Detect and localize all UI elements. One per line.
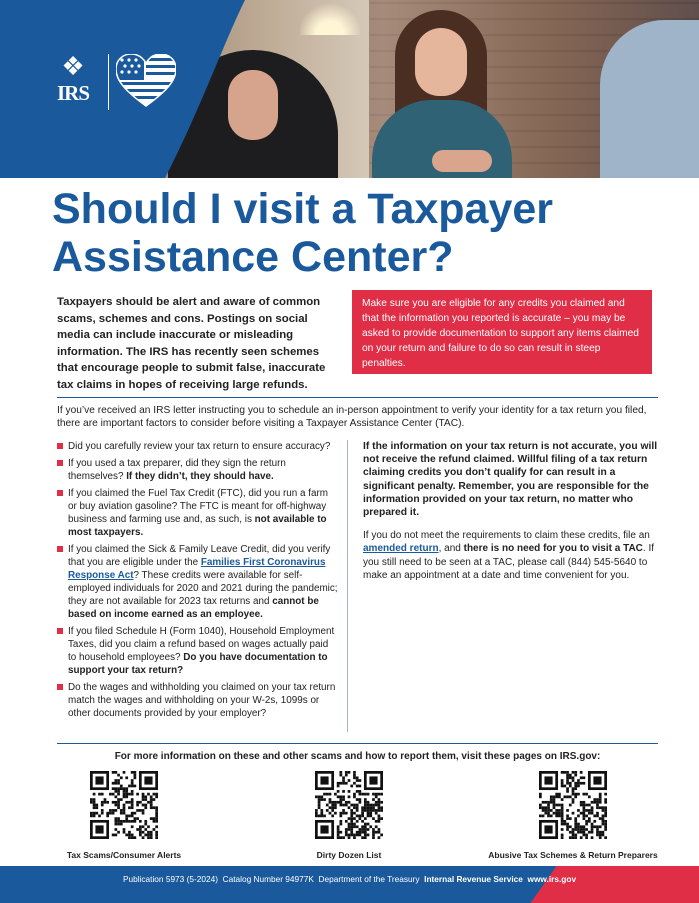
amend-paragraph: If you do not meet the requirements to claim these credits, file an amended return, and there is no need for you to visit a TAC. If you still need to be seen at a TAC, please call (844) 545-5640 to make an appointment at a date and time convenient for you. — [363, 530, 655, 581]
question-list — [57, 440, 339, 724]
qr-label-dirty-dozen: Dirty Dozen List — [316, 850, 382, 860]
bullet-icon — [57, 443, 63, 449]
irs-logo — [48, 50, 188, 120]
eligibility-alert: Make sure you are eligible for any credits you claimed and that the information you reported is accurate – you may be asked to provide documentation to support any items claimed on your return and failure to do so can result in steep penalties. — [352, 290, 652, 374]
footer-bar — [0, 866, 699, 903]
accuracy-warning: If the information on your tax return is not accurate, you will not receive the refund claimed. Willful filing of a tax return claiming credits you don’t qualify for can result in a significant penalty. Remember, you are responsible for the information provided on your tax return, no matter who prepared it. — [363, 441, 658, 519]
families-first-link[interactable]: Families First Coronavirus Response Act — [68, 557, 326, 581]
qr-label-abusive-schemes: Abusive Tax Schemes & Return Preparers — [488, 850, 658, 860]
list-item: If you claimed the Fuel Tax Credit (FTC), did you run a farm or buy aviation gasoline? The FTC is meant for off-highway business and farming use and, as such, is not available to most taxpayers. — [57, 487, 339, 539]
logo-text: IRS — [56, 81, 90, 105]
header-banner — [0, 0, 699, 178]
website-link[interactable]: www.irs.gov — [527, 874, 577, 884]
footer-text: Publication 5973 (5-2024) Catalog Number 94977K Department of the Treasury Internal Revenue Service www.irs.gov — [122, 874, 577, 884]
right-column — [363, 440, 659, 582]
qr-code-dirty-dozen[interactable] — [315, 771, 383, 839]
intro-text: Taxpayers should be alert and aware of common scams, schemes and cons. Postings on social media can include inaccurate or misleading information. The IRS has recently seen schemes that encourage people to submit false, inaccurate tax claims in hopes of receiving large refunds. — [57, 296, 326, 391]
list-item: Did you carefully review your tax return to ensure accuracy? — [57, 440, 339, 453]
list-item: If you filed Schedule H (Form 1040), Household Employment Taxes, did you claim a refund based on wages actually paid to household employees? Do you have documentation to support your tax return? — [57, 625, 339, 677]
column-divider — [347, 440, 348, 732]
list-item: Do the wages and withholding you claimed on your tax return match the wages and withholding on your W-2s, 1099s or other documents provided by your employer? — [57, 681, 339, 720]
bullet-icon — [57, 546, 63, 552]
qr-code-scams[interactable] — [90, 771, 158, 839]
lead-text: If you’ve received an IRS letter instructing you to schedule an in-person appointment to verify your identity for a tax return you filed, there are important factors to consider before visiting a Taxpayer Assistance Center (TAC). — [57, 405, 647, 429]
bullet-icon — [57, 460, 63, 466]
bullet-icon — [57, 684, 63, 690]
list-item: If you claimed the Sick & Family Leave Credit, did you verify that you are eligible under the Families First Coronavirus Response Act? These credits were available for self-employed individuals for 2020 and 2021 during the pandemic; they are not available for 2023 tax returns and cannot be based on income earned as an employee. — [57, 543, 339, 621]
amended-return-link[interactable]: amended return — [363, 543, 439, 555]
more-info-text: For more information on these and other scams and how to report them, visit these pages on IRS.gov: — [114, 751, 601, 762]
bullet-icon — [57, 628, 63, 634]
list-item: If you used a tax preparer, did they sign the return themselves? If they didn’t, they should have. — [57, 457, 339, 483]
divider-top — [57, 397, 658, 398]
bullet-icon — [57, 490, 63, 496]
qr-label-scams: Tax Scams/Consumer Alerts — [66, 850, 182, 860]
page-title: Should I visit a Taxpayer Assistance Center? — [52, 185, 554, 281]
flag-heart-icon — [116, 54, 176, 108]
qr-code-abusive-schemes[interactable] — [539, 771, 607, 839]
eagle-icon: ❖ — [61, 51, 85, 81]
divider-bottom — [57, 743, 658, 744]
